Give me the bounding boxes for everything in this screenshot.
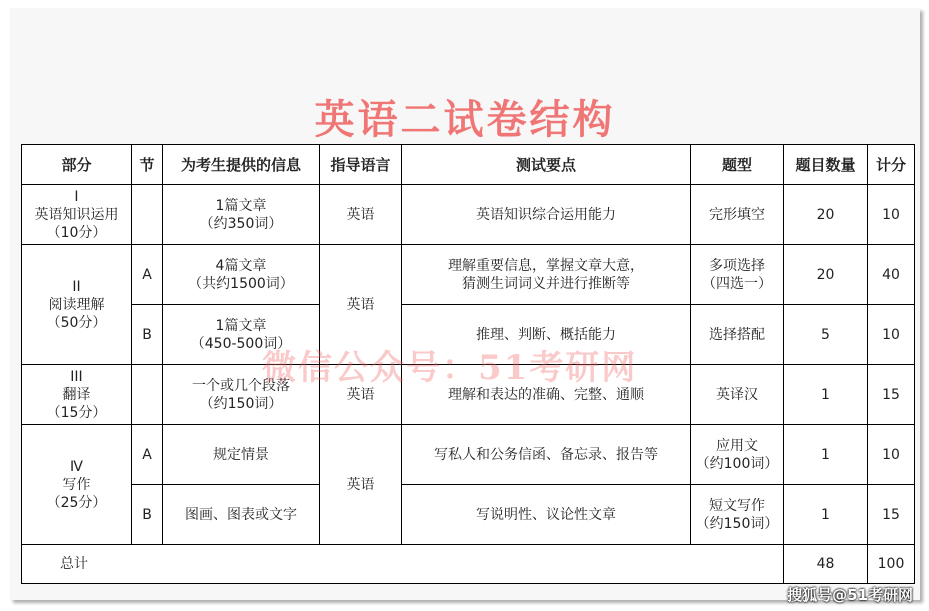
count-cell: 1 — [784, 425, 868, 485]
part-cell: III 翻译 （15分） — [22, 365, 132, 425]
header-info: 为考生提供的信息 — [163, 145, 320, 185]
score-cell: 10 — [868, 425, 915, 485]
total-score: 100 — [868, 545, 915, 584]
type-cell: 完形填空 — [691, 185, 784, 245]
table-row — [22, 185, 915, 245]
table-header-row — [22, 145, 915, 185]
type-cell: 短文写作 （约150词） — [691, 485, 784, 545]
header-language: 指导语言 — [320, 145, 402, 185]
type-cell: 多项选择 （四选一） — [691, 245, 784, 305]
table-row — [22, 485, 915, 545]
section-cell: B — [132, 305, 163, 365]
header-question-type: 题型 — [691, 145, 784, 185]
type-cell: 选择搭配 — [691, 305, 784, 365]
test-point-cell: 英语知识综合运用能力 — [402, 185, 691, 245]
score-cell: 40 — [868, 245, 915, 305]
section-cell — [132, 365, 163, 425]
count-cell: 1 — [784, 485, 868, 545]
test-point-cell: 写私人和公务信函、备忘录、报告等 — [402, 425, 691, 485]
part-cell: I 英语知识运用 （10分） — [22, 185, 132, 245]
info-cell: 4篇文章 （共约1500词） — [163, 245, 320, 305]
score-cell: 10 — [868, 305, 915, 365]
score-cell: 15 — [868, 485, 915, 545]
section-cell — [132, 185, 163, 245]
test-point-cell: 推理、判断、概括能力 — [402, 305, 691, 365]
table-row — [22, 245, 915, 305]
info-cell: 1篇文章 （450-500词） — [163, 305, 320, 365]
score-cell: 10 — [868, 185, 915, 245]
page-title: 英语二试卷结构 — [314, 96, 616, 143]
score-cell: 15 — [868, 365, 915, 425]
part-cell: Ⅳ 写作 （25分） — [22, 425, 132, 545]
test-point-cell: 理解重要信息，掌握文章大意， 猜测生词词义并进行推断等 — [402, 245, 691, 305]
corner-watermark: 搜狐号@51考研网 — [787, 586, 913, 604]
language-cell: 英语 — [320, 365, 402, 425]
header-score: 计分 — [868, 145, 915, 185]
count-cell: 20 — [784, 185, 868, 245]
info-cell: 图画、图表或文字 — [163, 485, 320, 545]
count-cell: 1 — [784, 365, 868, 425]
table-row — [22, 425, 915, 485]
header-test-points: 测试要点 — [402, 145, 691, 185]
type-cell: 英译汉 — [691, 365, 784, 425]
count-cell: 5 — [784, 305, 868, 365]
test-point-cell: 理解和表达的准确、完整、通顺 — [402, 365, 691, 425]
section-cell: A — [132, 245, 163, 305]
info-cell: 1篇文章 （约350词） — [163, 185, 320, 245]
total-row — [22, 545, 915, 584]
language-cell: 英语 — [320, 185, 402, 245]
language-cell: 英语 — [320, 245, 402, 365]
info-cell: 规定情景 — [163, 425, 320, 485]
header-section: 节 — [132, 145, 163, 185]
section-cell: B — [132, 485, 163, 545]
header-part: 部分 — [22, 145, 132, 185]
part-cell: II 阅读理解 （50分） — [22, 245, 132, 365]
info-cell: 一个或几个段落 （约150词） — [163, 365, 320, 425]
header-question-count: 题目数量 — [784, 145, 868, 185]
count-cell: 20 — [784, 245, 868, 305]
type-cell: 应用文 （约100词） — [691, 425, 784, 485]
total-label: 总计 — [22, 545, 784, 584]
section-cell: A — [132, 425, 163, 485]
test-point-cell: 写说明性、议论性文章 — [402, 485, 691, 545]
total-count: 48 — [784, 545, 868, 584]
watermark-text: 微信公众号：51考研网 — [262, 348, 638, 388]
language-cell: 英语 — [320, 425, 402, 545]
